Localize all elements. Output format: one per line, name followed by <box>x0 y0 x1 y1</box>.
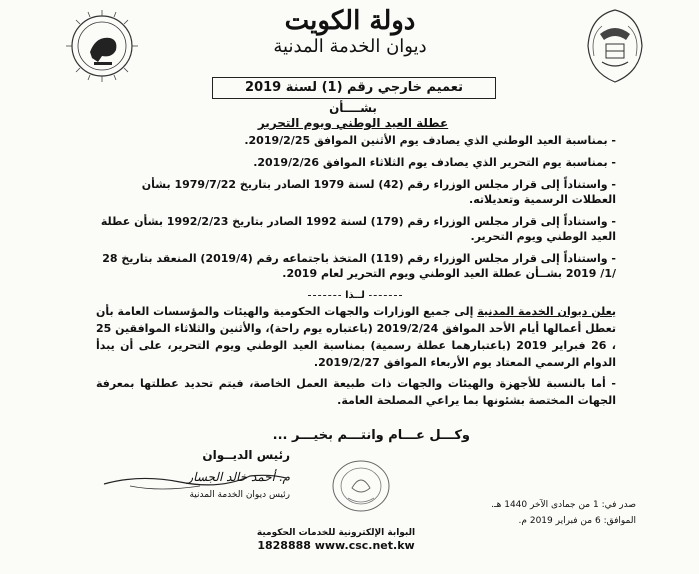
bureau-name: ديوان الخدمة المدنية <box>273 36 427 57</box>
footer-contact: 1828888 www.csc.net.kw <box>257 539 415 552</box>
signature-role: رئيس ديوان الخدمة المدنية <box>189 490 290 500</box>
letterhead-titles <box>220 6 480 58</box>
announcement-body <box>96 303 616 413</box>
body-paragraph: - أما بالنسبة للأجهزة والهيئات والجهات ذات طبيعة العمل الخاصة، فيتم تحديد عطلتها بمعرفة الجهات المختصة بشئونها بما يراعي المصلحة العامة. <box>96 377 616 407</box>
clauses-list <box>96 133 616 288</box>
body-lead: يعلن ديوان الخدمة المدنية <box>477 305 616 318</box>
gregorian-date: الموافق: 6 من فبراير 2019 م. <box>518 516 636 526</box>
clause-item: - بمناسبة العيد الوطني الذي يصادف يوم الأثنين الموافق 2019/2/25. <box>244 134 616 147</box>
circular-subject: عطلة العيد الوطني ويوم التحرير <box>257 116 449 130</box>
hijri-date: صدر في: 1 من جمادى الآخر 1440 هـ. <box>491 500 636 510</box>
clause-item: - واستناداً إلى قرار مجلس الوزراء رقم (119) المتخذ باجتماعه رقم (2019/4) المنعقد بتاريخ 28 /1/ 2019 بشــأن عطلة العيد الوطني ويوم التحرير لعام 2019. <box>102 252 616 280</box>
regarding-label: بشــــأن <box>329 101 377 115</box>
footer <box>222 527 450 553</box>
clause-item: - واستناداً إلى قرار مجلس الوزراء رقم (42) لسنة 1979 الصادر بتاريخ 1979/7/22 بشأن العطلات الرسمية وتعديلاته. <box>141 178 616 206</box>
signature-name: م. أحمد خالد الجسار <box>187 470 290 484</box>
circular-title: تعميم خارجي رقم (1) لسنة 2019 <box>212 77 496 99</box>
body-paragraph-text: إلى جميع الوزارات والجهات الحكومية والهيئات والمؤسسات العامة بأن تعطل أعمالها أيام الأحد الموافق 2019/2/24 (باعتباره يوم راحة)، والأثنين والثلاثاء الموافقين 25 ، 26 فبراير 2019 (باعتبارهما عطلة رسمية) بمناسبة العيد الوطني ويوم التحرير، على أن يبدأ الدوام الرسمي المعتاد يوم الأربعاء الموافق 2019/2/27. <box>96 305 616 369</box>
signature-title: رئيس الديــوان <box>202 448 290 462</box>
body-paragraph <box>96 303 616 371</box>
official-seal-icon <box>330 458 392 514</box>
signature-block <box>100 448 290 508</box>
clause-item: - بمناسبة يوم التحرير الذي يصادف يوم الثلاثاء الموافق 2019/2/26. <box>253 156 616 169</box>
civil-service-logo-icon <box>62 6 142 84</box>
closing-greeting: وكـــل عـــام وانتـــم بخيـــر ... <box>272 428 470 443</box>
state-name: دولة الكويت <box>284 6 416 36</box>
issue-dates <box>486 497 636 529</box>
divider <box>308 290 402 300</box>
state-emblem-icon <box>580 6 650 86</box>
clause-item: - واستناداً إلى قرار مجلس الوزراء رقم (179) لسنة 1992 الصادر بتاريخ 1992/2/23 بشأن عطلة العيد الوطني ويوم التحرير. <box>100 215 616 243</box>
footer-portal: البوابة الإلكترونية للخدمات الحكومية <box>256 528 416 538</box>
divider-label: لــذا <box>341 290 369 301</box>
